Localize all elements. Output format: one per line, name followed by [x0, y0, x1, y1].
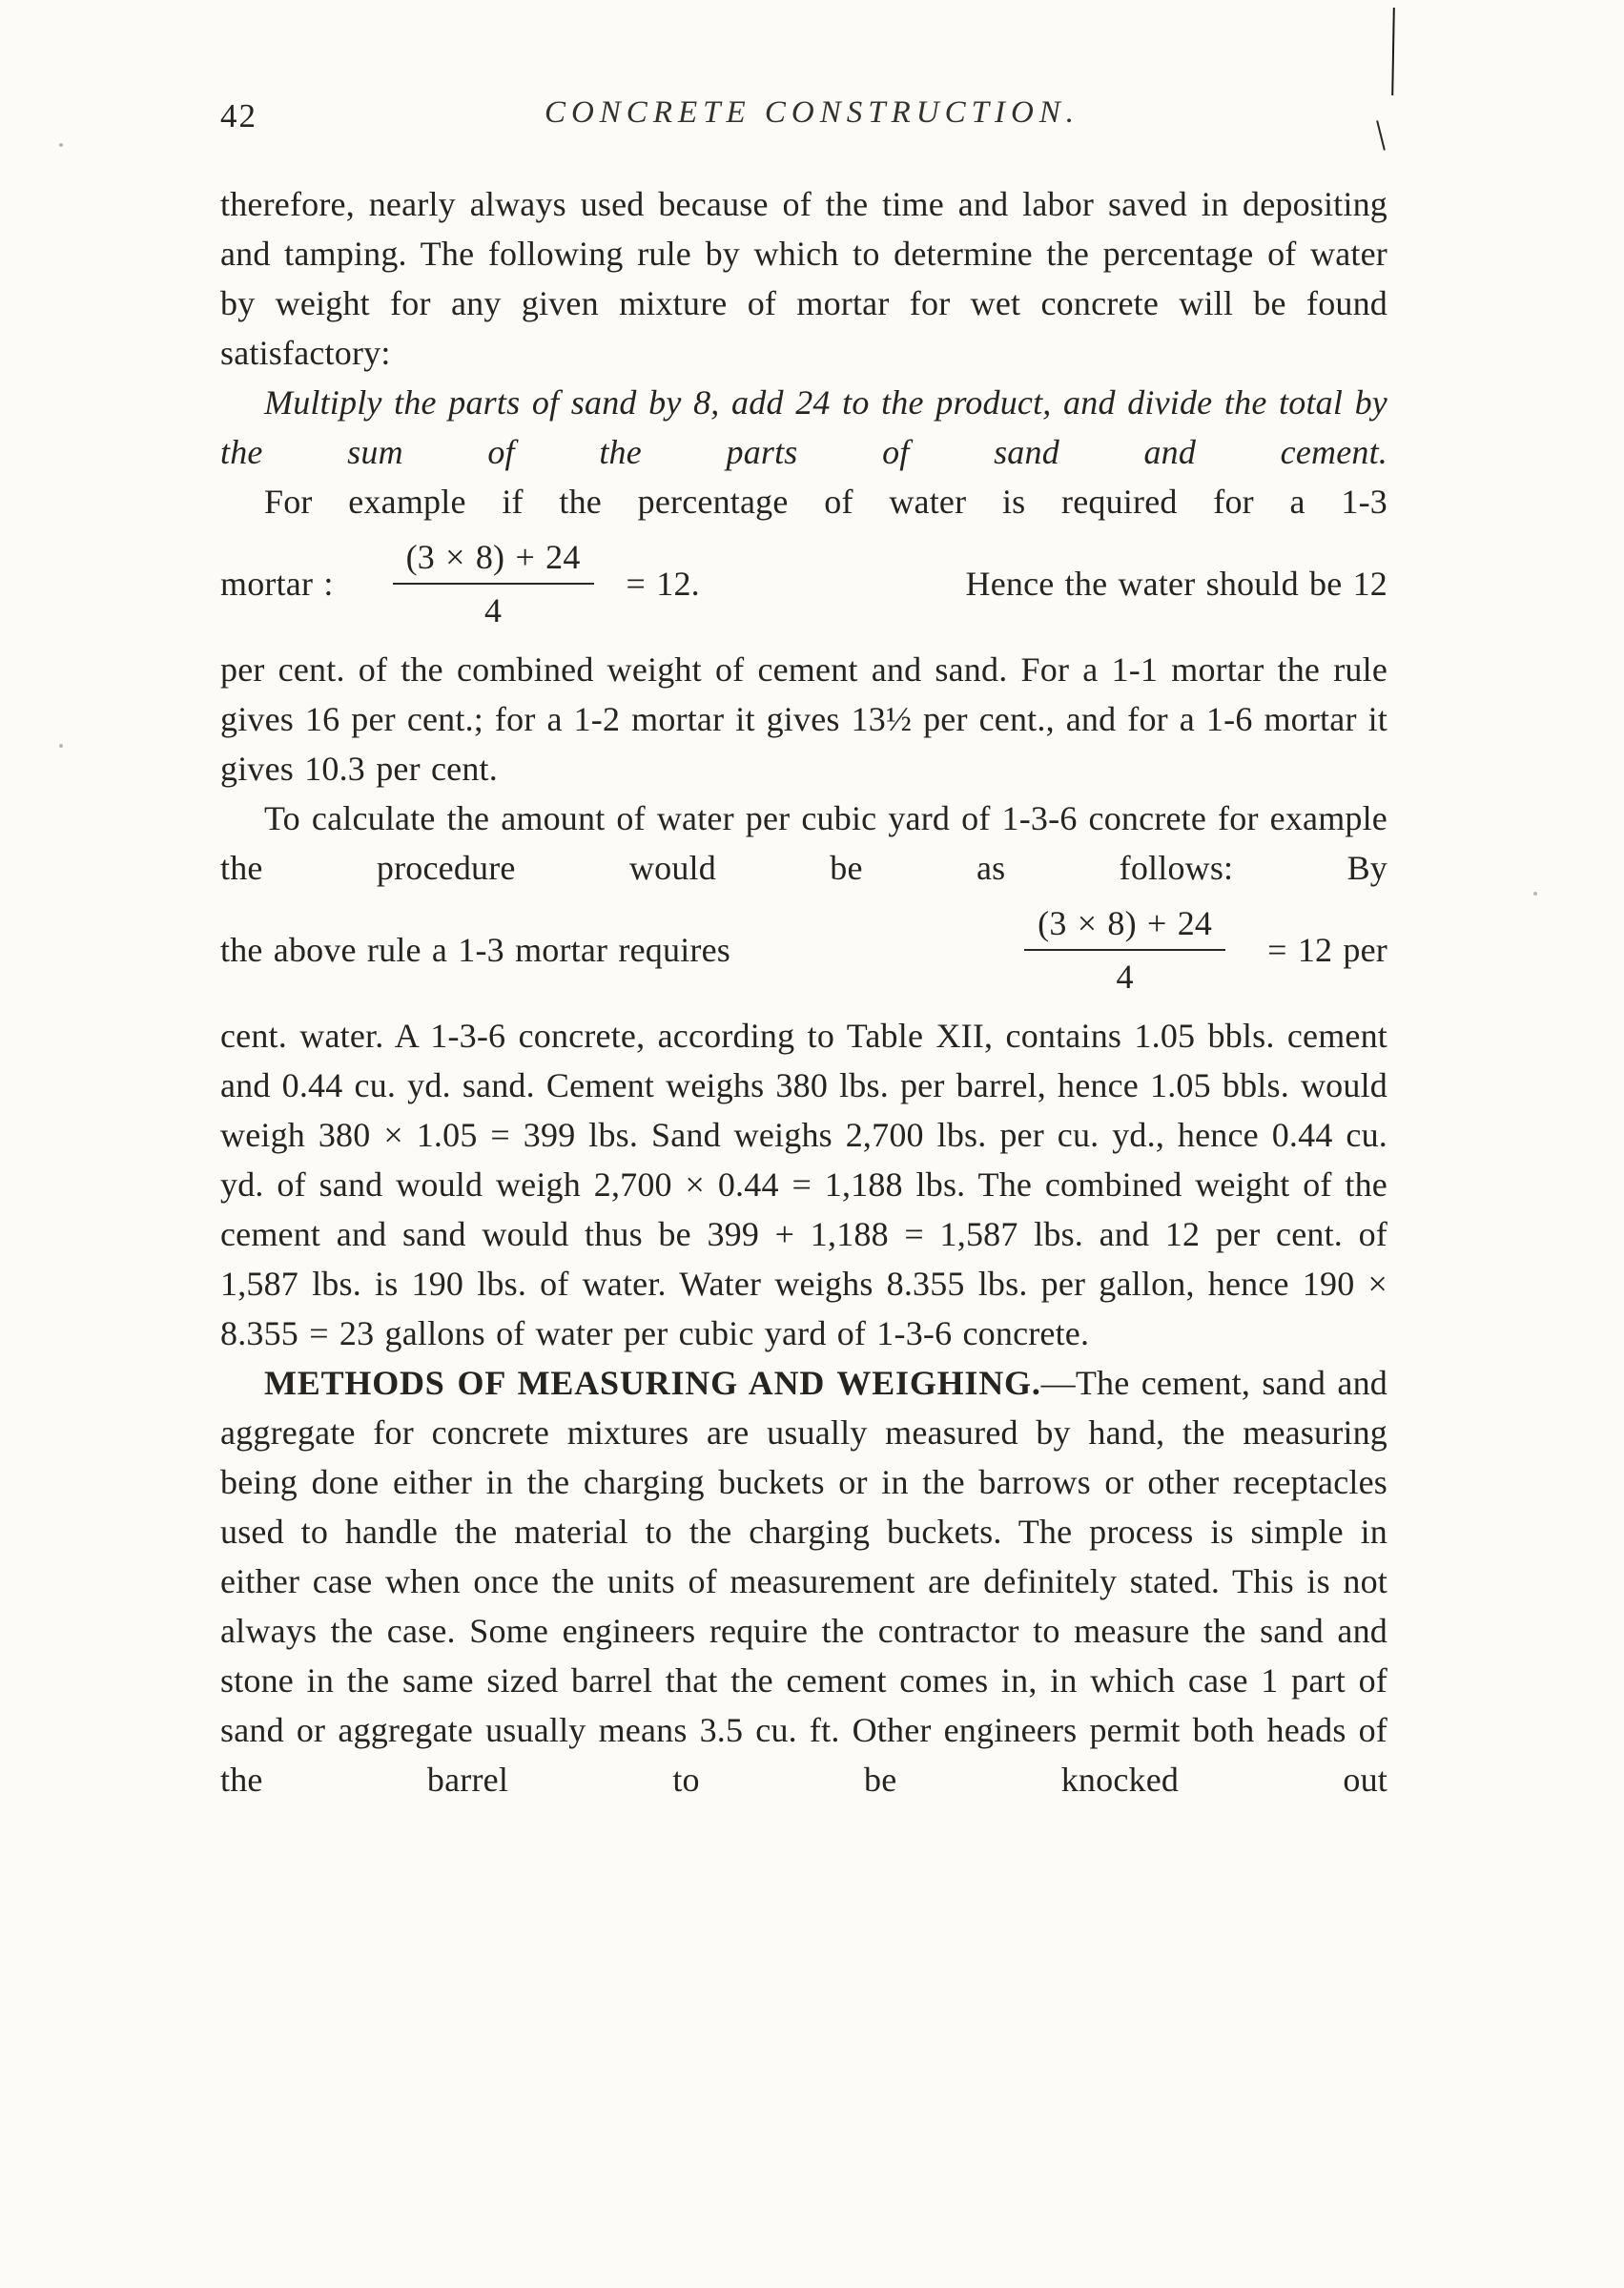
paragraph-rule-italic: Multiply the parts of sand by 8, add 24 to the product, and divide the total by the sum of the parts of sand and cement. [220, 383, 1388, 471]
calc-continuation: cent. water. A 1-3-6 concrete, according to Table XII, contains 1.05 bbls. cement and 0.44 cu. yd. sand. Cement weighs 380 lbs. per barrel, hence 1.05 bbls. would weigh 380 × 1.05 = 399 lbs. Sand weighs 2,700 lbs. per cu. yd., hence 0.44 cu. yd. of sand would weigh 2,700 × 0.44 = 1,188 lbs. The combined weight of the cement and sand would thus be 399 + 1,188 = 1,587 lbs. and 12 per cent. of 1,587 lbs. is 190 lbs. of water. Water weighs 8.355 lbs. per gallon, hence 190 × 8.355 = 23 gallons of water per cubic yard of 1-3-6 concrete. [220, 1017, 1388, 1352]
fraction-numerator: (3 × 8) + 24 [405, 538, 581, 576]
formula-2-result: = 12 per [1267, 931, 1388, 969]
scan-artifact-line [1391, 8, 1395, 95]
methods-body-text: cement, sand and aggregate for concrete mixtures are usually measured by hand, the measuring being done either in the charging buckets or in the barrows or other receptacles used to handle the material to the charging buckets. The process is simple in either case when once the units of measurement are definitely stated. This is not always the case. Some engineers require the contractor to measure the sand and stone in the same sized barrel that the cement comes in, in which case 1 part of sand or aggregate usually means 3.5 cu. ft. Other engineers permit both heads of the barrel to be knocked out [220, 1364, 1388, 1799]
fraction-denominator: 4 [393, 583, 594, 633]
page-number: 42 [220, 97, 257, 134]
scan-speck [59, 143, 63, 147]
formula-1-result: = 12. [626, 565, 700, 603]
formula-1-fraction [393, 534, 594, 633]
running-head: CONCRETE CONSTRUCTION. [544, 95, 1080, 130]
paragraph-intro: therefore, nearly always used because of the time and labor saved in depositing and tamping. The following rule by which to determine the percentage of water by weight for any given mixture of mortar for wet concrete will be found satisfactory: [220, 185, 1388, 372]
fraction-denominator: 4 [1024, 949, 1225, 1000]
calc-lead-lines: To calculate the amount of water per cubic yard of 1-3-6 concrete for example the procedure would be as follows: By [220, 799, 1388, 887]
formula-2-fraction [1024, 900, 1225, 1000]
formula-1-tail-text: Hence the water should be 12 [965, 565, 1388, 603]
formula-2-label: the above rule a 1-3 mortar requires [220, 931, 730, 969]
scan-speck [1533, 892, 1537, 896]
page-body [220, 179, 1388, 1804]
formula-1 [220, 526, 1388, 645]
formula-1-label: mortar : [220, 565, 334, 603]
example-continuation: per cent. of the combined weight of cement and sand. For a 1-1 mortar the rule gives 16 per cent.; for a 1-2 mortar it gives 13½ per cent., and for a 1-6 mortar it gives 10.3 per cent. [220, 650, 1388, 788]
methods-heading-dash: —The [1040, 1364, 1130, 1402]
example-lead-line: For example if the percentage of water is required for a 1-3 [264, 483, 1388, 521]
formula-2 [220, 893, 1388, 1011]
scan-speck [59, 744, 63, 748]
fraction-numerator: (3 × 8) + 24 [1038, 904, 1213, 942]
methods-heading: METHODS OF MEASURING AND WEIGHING. [264, 1364, 1041, 1402]
methods-paragraph [220, 1358, 1388, 1804]
